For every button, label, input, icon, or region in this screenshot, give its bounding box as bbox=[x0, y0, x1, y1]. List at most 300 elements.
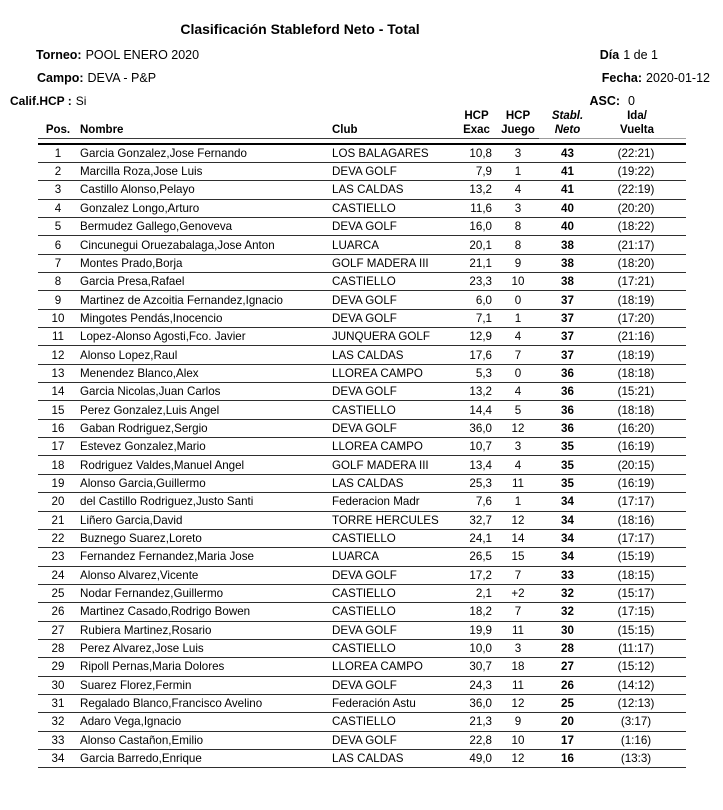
table-row bbox=[38, 346, 686, 364]
header-hcp-juego bbox=[497, 110, 539, 144]
table-row bbox=[38, 493, 686, 511]
player-name-cell: Estevez Gonzalez,Mario bbox=[78, 438, 330, 456]
hcp-juego-cell: 1 bbox=[497, 309, 539, 327]
player-name-cell: Marcilla Roza,Jose Luis bbox=[78, 162, 330, 180]
club-cell: GOLF MADERA III bbox=[330, 456, 456, 474]
club-cell: JUNQUERA GOLF bbox=[330, 328, 456, 346]
pos-cell: 11 bbox=[38, 328, 78, 346]
table-row bbox=[38, 694, 686, 712]
hcp-exac-cell: 18,2 bbox=[456, 603, 497, 621]
pos-cell: 20 bbox=[38, 493, 78, 511]
hcp-juego-cell: 5 bbox=[497, 401, 539, 419]
club-cell: DEVA GOLF bbox=[330, 621, 456, 639]
hcp-juego-cell: 7 bbox=[497, 603, 539, 621]
ida-vuelta-cell: (17:17) bbox=[596, 529, 686, 547]
header-ida-vuelta bbox=[596, 110, 686, 144]
ida-vuelta-cell: (20:15) bbox=[596, 456, 686, 474]
stableford-neto-cell: 37 bbox=[539, 328, 596, 346]
header-pos bbox=[38, 110, 78, 144]
header-club bbox=[330, 110, 456, 144]
hcp-exac-cell: 21,3 bbox=[456, 713, 497, 731]
player-name-cell: Alonso Alvarez,Vicente bbox=[78, 566, 330, 584]
stableford-neto-cell: 36 bbox=[539, 364, 596, 382]
hcp-exac-cell: 7,6 bbox=[456, 493, 497, 511]
club-cell: CASTIELLO bbox=[330, 603, 456, 621]
player-name-cell: Liñero Garcia,David bbox=[78, 511, 330, 529]
hcp-exac-cell: 25,3 bbox=[456, 474, 497, 492]
club-cell: LAS CALDAS bbox=[330, 346, 456, 364]
stableford-neto-cell: 37 bbox=[539, 309, 596, 327]
pos-cell: 33 bbox=[38, 731, 78, 749]
club-cell: LLOREA CAMPO bbox=[330, 438, 456, 456]
hcp-exac-cell: 13,4 bbox=[456, 456, 497, 474]
header-pos-label: Pos. bbox=[38, 124, 78, 140]
fecha-line bbox=[602, 71, 710, 85]
hcp-juego-cell: 12 bbox=[497, 694, 539, 712]
stableford-neto-cell: 25 bbox=[539, 694, 596, 712]
player-name-cell: Buznego Suarez,Loreto bbox=[78, 529, 330, 547]
stableford-neto-cell: 30 bbox=[539, 621, 596, 639]
table-row bbox=[38, 401, 686, 419]
results-tbody bbox=[38, 144, 686, 768]
calif-hcp-label: Calif.HCP : bbox=[10, 94, 72, 108]
club-cell: Federacion Madr bbox=[330, 493, 456, 511]
club-cell: DEVA GOLF bbox=[330, 309, 456, 327]
club-cell: DEVA GOLF bbox=[330, 291, 456, 309]
player-name-cell: Castillo Alonso,Pelayo bbox=[78, 181, 330, 199]
pos-cell: 17 bbox=[38, 438, 78, 456]
pos-cell: 7 bbox=[38, 254, 78, 272]
player-name-cell: del Castillo Rodriguez,Justo Santi bbox=[78, 493, 330, 511]
hcp-exac-cell: 24,1 bbox=[456, 529, 497, 547]
stableford-neto-cell: 36 bbox=[539, 419, 596, 437]
hcp-juego-cell: 18 bbox=[497, 658, 539, 676]
pos-cell: 21 bbox=[38, 511, 78, 529]
pos-cell: 29 bbox=[38, 658, 78, 676]
results-table bbox=[38, 110, 686, 768]
player-name-cell: Menendez Blanco,Alex bbox=[78, 364, 330, 382]
ida-vuelta-cell: (15:19) bbox=[596, 548, 686, 566]
table-row bbox=[38, 254, 686, 272]
pos-cell: 32 bbox=[38, 713, 78, 731]
stableford-neto-cell: 32 bbox=[539, 603, 596, 621]
player-name-cell: Perez Alvarez,Jose Luis bbox=[78, 639, 330, 657]
pos-cell: 15 bbox=[38, 401, 78, 419]
hcp-exac-cell: 7,1 bbox=[456, 309, 497, 327]
hcp-juego-cell: 14 bbox=[497, 529, 539, 547]
table-row bbox=[38, 529, 686, 547]
calif-hcp-line bbox=[10, 94, 86, 108]
table-row bbox=[38, 328, 686, 346]
ida-vuelta-cell: (21:16) bbox=[596, 328, 686, 346]
player-name-cell: Regalado Blanco,Francisco Avelino bbox=[78, 694, 330, 712]
ida-vuelta-cell: (15:12) bbox=[596, 658, 686, 676]
pos-cell: 24 bbox=[38, 566, 78, 584]
stableford-neto-cell: 27 bbox=[539, 658, 596, 676]
player-name-cell: Rodriguez Valdes,Manuel Angel bbox=[78, 456, 330, 474]
hcp-exac-cell: 10,7 bbox=[456, 438, 497, 456]
stableford-neto-cell: 17 bbox=[539, 731, 596, 749]
ida-vuelta-cell: (15:15) bbox=[596, 621, 686, 639]
hcp-exac-cell: 19,9 bbox=[456, 621, 497, 639]
hcp-juego-cell: 3 bbox=[497, 199, 539, 217]
pos-cell: 1 bbox=[38, 144, 78, 162]
hcp-exac-cell: 24,3 bbox=[456, 676, 497, 694]
ida-vuelta-cell: (17:15) bbox=[596, 603, 686, 621]
header-stableford-neto bbox=[539, 110, 596, 144]
stableford-neto-cell: 38 bbox=[539, 254, 596, 272]
player-name-cell: Montes Prado,Borja bbox=[78, 254, 330, 272]
hcp-juego-cell: 1 bbox=[497, 162, 539, 180]
hcp-juego-cell: 15 bbox=[497, 548, 539, 566]
hcp-exac-cell: 26,5 bbox=[456, 548, 497, 566]
pos-cell: 12 bbox=[38, 346, 78, 364]
hcp-juego-cell: 0 bbox=[497, 291, 539, 309]
ida-vuelta-cell: (21:17) bbox=[596, 236, 686, 254]
club-cell: DEVA GOLF bbox=[330, 676, 456, 694]
stableford-neto-cell: 37 bbox=[539, 291, 596, 309]
ida-vuelta-cell: (1:16) bbox=[596, 731, 686, 749]
stableford-neto-cell: 40 bbox=[539, 199, 596, 217]
header-stableford-neto-label: Stabl. Neto bbox=[539, 110, 596, 139]
stableford-neto-cell: 38 bbox=[539, 273, 596, 291]
hcp-juego-cell: 9 bbox=[497, 254, 539, 272]
pos-cell: 27 bbox=[38, 621, 78, 639]
hcp-juego-cell: 11 bbox=[497, 621, 539, 639]
pos-cell: 4 bbox=[38, 199, 78, 217]
header-hcp-exac bbox=[456, 110, 497, 144]
club-cell: CASTIELLO bbox=[330, 639, 456, 657]
player-name-cell: Suarez Florez,Fermin bbox=[78, 676, 330, 694]
ida-vuelta-cell: (18:16) bbox=[596, 511, 686, 529]
hcp-exac-cell: 13,2 bbox=[456, 181, 497, 199]
hcp-juego-cell: 11 bbox=[497, 676, 539, 694]
hcp-juego-cell: 8 bbox=[497, 236, 539, 254]
table-row bbox=[38, 474, 686, 492]
ida-vuelta-cell: (18:19) bbox=[596, 346, 686, 364]
hcp-exac-cell: 13,2 bbox=[456, 383, 497, 401]
stableford-neto-cell: 28 bbox=[539, 639, 596, 657]
header-hcp-exac-label: HCP Exac bbox=[456, 110, 497, 139]
stableford-neto-cell: 43 bbox=[539, 144, 596, 162]
stableford-neto-cell: 34 bbox=[539, 511, 596, 529]
player-name-cell: Fernandez Fernandez,Maria Jose bbox=[78, 548, 330, 566]
pos-cell: 25 bbox=[38, 584, 78, 602]
table-row bbox=[38, 438, 686, 456]
dia-line bbox=[600, 48, 658, 62]
player-name-cell: Garcia Gonzalez,Jose Fernando bbox=[78, 144, 330, 162]
ida-vuelta-cell: (22:21) bbox=[596, 144, 686, 162]
hcp-juego-cell: 12 bbox=[497, 419, 539, 437]
table-row bbox=[38, 218, 686, 236]
table-row bbox=[38, 419, 686, 437]
table-row bbox=[38, 181, 686, 199]
hcp-juego-cell: 3 bbox=[497, 438, 539, 456]
hcp-juego-cell: 3 bbox=[497, 144, 539, 162]
player-name-cell: Martinez Casado,Rodrigo Bowen bbox=[78, 603, 330, 621]
hcp-juego-cell: 7 bbox=[497, 346, 539, 364]
stableford-neto-cell: 41 bbox=[539, 162, 596, 180]
pos-cell: 3 bbox=[38, 181, 78, 199]
pos-cell: 34 bbox=[38, 749, 78, 767]
torneo-line bbox=[36, 48, 199, 62]
club-cell: DEVA GOLF bbox=[330, 383, 456, 401]
hcp-juego-cell: 11 bbox=[497, 474, 539, 492]
stableford-neto-cell: 26 bbox=[539, 676, 596, 694]
ida-vuelta-cell: (3:17) bbox=[596, 713, 686, 731]
club-cell: GOLF MADERA III bbox=[330, 254, 456, 272]
stableford-neto-cell: 40 bbox=[539, 218, 596, 236]
ida-vuelta-cell: (18:18) bbox=[596, 364, 686, 382]
pos-cell: 30 bbox=[38, 676, 78, 694]
table-row bbox=[38, 199, 686, 217]
campo-line bbox=[37, 71, 156, 85]
table-row bbox=[38, 749, 686, 767]
stableford-neto-cell: 16 bbox=[539, 749, 596, 767]
ida-vuelta-cell: (18:22) bbox=[596, 218, 686, 236]
ida-vuelta-cell: (15:21) bbox=[596, 383, 686, 401]
player-name-cell: Nodar Fernandez,Guillermo bbox=[78, 584, 330, 602]
page-title: Clasificación Stableford Neto - Total bbox=[180, 21, 420, 37]
campo-label: Campo: bbox=[37, 71, 84, 85]
club-cell: DEVA GOLF bbox=[330, 419, 456, 437]
pos-cell: 28 bbox=[38, 639, 78, 657]
hcp-juego-cell: 4 bbox=[497, 383, 539, 401]
table-row bbox=[38, 603, 686, 621]
hcp-juego-cell: 9 bbox=[497, 713, 539, 731]
table-row bbox=[38, 731, 686, 749]
hcp-exac-cell: 5,3 bbox=[456, 364, 497, 382]
hcp-juego-cell: 12 bbox=[497, 511, 539, 529]
pos-cell: 18 bbox=[38, 456, 78, 474]
ida-vuelta-cell: (18:15) bbox=[596, 566, 686, 584]
player-name-cell: Garcia Presa,Rafael bbox=[78, 273, 330, 291]
dia-label: Día bbox=[599, 48, 620, 62]
club-cell: Federación Astu bbox=[330, 694, 456, 712]
hcp-juego-cell: 12 bbox=[497, 749, 539, 767]
stableford-neto-cell: 35 bbox=[539, 456, 596, 474]
hcp-exac-cell: 17,6 bbox=[456, 346, 497, 364]
club-cell: DEVA GOLF bbox=[330, 731, 456, 749]
hcp-juego-cell: 10 bbox=[497, 273, 539, 291]
hcp-exac-cell: 11,6 bbox=[456, 199, 497, 217]
fecha-value: 2020-01-12 bbox=[646, 71, 710, 85]
stableford-neto-cell: 41 bbox=[539, 181, 596, 199]
table-header-row bbox=[38, 110, 686, 144]
club-cell: TORRE HERCULES bbox=[330, 511, 456, 529]
torneo-label: Torneo: bbox=[36, 48, 82, 62]
ida-vuelta-cell: (18:18) bbox=[596, 401, 686, 419]
table-row bbox=[38, 364, 686, 382]
ida-vuelta-cell: (16:19) bbox=[596, 474, 686, 492]
pos-cell: 23 bbox=[38, 548, 78, 566]
ida-vuelta-cell: (18:19) bbox=[596, 291, 686, 309]
club-cell: CASTIELLO bbox=[330, 529, 456, 547]
table-row bbox=[38, 584, 686, 602]
pos-cell: 19 bbox=[38, 474, 78, 492]
hcp-exac-cell: 2,1 bbox=[456, 584, 497, 602]
pos-cell: 8 bbox=[38, 273, 78, 291]
player-name-cell: Rubiera Martinez,Rosario bbox=[78, 621, 330, 639]
stableford-neto-cell: 20 bbox=[539, 713, 596, 731]
fecha-label: Fecha: bbox=[601, 71, 643, 85]
club-cell: CASTIELLO bbox=[330, 401, 456, 419]
stableford-neto-cell: 34 bbox=[539, 493, 596, 511]
hcp-exac-cell: 32,7 bbox=[456, 511, 497, 529]
club-cell: LLOREA CAMPO bbox=[330, 364, 456, 382]
player-name-cell: Martinez de Azcoitia Fernandez,Ignacio bbox=[78, 291, 330, 309]
pos-cell: 31 bbox=[38, 694, 78, 712]
player-name-cell: Garcia Barredo,Enrique bbox=[78, 749, 330, 767]
club-cell: DEVA GOLF bbox=[330, 566, 456, 584]
hcp-exac-cell: 21,1 bbox=[456, 254, 497, 272]
player-name-cell: Adaro Vega,Ignacio bbox=[78, 713, 330, 731]
header-nombre-label: Nombre bbox=[78, 124, 330, 140]
table-row bbox=[38, 566, 686, 584]
ida-vuelta-cell: (11:17) bbox=[596, 639, 686, 657]
table-row bbox=[38, 658, 686, 676]
player-name-cell: Ripoll Pernas,Maria Dolores bbox=[78, 658, 330, 676]
header-club-label: Club bbox=[330, 124, 456, 140]
stableford-neto-cell: 34 bbox=[539, 548, 596, 566]
hcp-exac-cell: 16,0 bbox=[456, 218, 497, 236]
hcp-exac-cell: 36,0 bbox=[456, 694, 497, 712]
hcp-juego-cell: 8 bbox=[497, 218, 539, 236]
club-cell: CASTIELLO bbox=[330, 713, 456, 731]
table-row bbox=[38, 621, 686, 639]
ida-vuelta-cell: (15:17) bbox=[596, 584, 686, 602]
stableford-neto-cell: 37 bbox=[539, 346, 596, 364]
hcp-juego-cell: 1 bbox=[497, 493, 539, 511]
club-cell: LLOREA CAMPO bbox=[330, 658, 456, 676]
asc-label: ASC: bbox=[589, 94, 621, 108]
table-row bbox=[38, 273, 686, 291]
pos-cell: 26 bbox=[38, 603, 78, 621]
stableford-neto-cell: 35 bbox=[539, 474, 596, 492]
player-name-cell: Gonzalez Longo,Arturo bbox=[78, 199, 330, 217]
club-cell: LUARCA bbox=[330, 236, 456, 254]
hcp-juego-cell: +2 bbox=[497, 584, 539, 602]
stableford-neto-cell: 35 bbox=[539, 438, 596, 456]
ida-vuelta-cell: (20:20) bbox=[596, 199, 686, 217]
stableford-neto-cell: 36 bbox=[539, 383, 596, 401]
asc-line bbox=[589, 94, 635, 108]
table-row bbox=[38, 548, 686, 566]
hcp-juego-cell: 4 bbox=[497, 181, 539, 199]
table-row bbox=[38, 713, 686, 731]
ida-vuelta-cell: (12:13) bbox=[596, 694, 686, 712]
hcp-juego-cell: 4 bbox=[497, 456, 539, 474]
campo-value: DEVA - P&P bbox=[87, 71, 157, 85]
ida-vuelta-cell: (17:21) bbox=[596, 273, 686, 291]
stableford-neto-cell: 38 bbox=[539, 236, 596, 254]
dia-value: 1 de 1 bbox=[623, 48, 658, 62]
club-cell: DEVA GOLF bbox=[330, 162, 456, 180]
pos-cell: 5 bbox=[38, 218, 78, 236]
torneo-value: POOL ENERO 2020 bbox=[85, 48, 200, 62]
hcp-juego-cell: 4 bbox=[497, 328, 539, 346]
table-row bbox=[38, 456, 686, 474]
club-cell: CASTIELLO bbox=[330, 584, 456, 602]
table-row bbox=[38, 383, 686, 401]
club-cell: DEVA GOLF bbox=[330, 218, 456, 236]
player-name-cell: Alonso Lopez,Raul bbox=[78, 346, 330, 364]
hcp-exac-cell: 10,8 bbox=[456, 144, 497, 162]
header-hcp-juego-label: HCP Juego bbox=[497, 110, 539, 139]
club-cell: LAS CALDAS bbox=[330, 181, 456, 199]
hcp-juego-cell: 0 bbox=[497, 364, 539, 382]
asc-value: 0 bbox=[628, 94, 635, 108]
hcp-juego-cell: 7 bbox=[497, 566, 539, 584]
hcp-exac-cell: 14,4 bbox=[456, 401, 497, 419]
table-row bbox=[38, 144, 686, 162]
club-cell: LAS CALDAS bbox=[330, 749, 456, 767]
header-nombre bbox=[78, 110, 330, 144]
pos-cell: 2 bbox=[38, 162, 78, 180]
ida-vuelta-cell: (17:20) bbox=[596, 309, 686, 327]
table-row bbox=[38, 236, 686, 254]
player-name-cell: Alonso Castañon,Emilio bbox=[78, 731, 330, 749]
hcp-exac-cell: 22,8 bbox=[456, 731, 497, 749]
player-name-cell: Lopez-Alonso Agosti,Fco. Javier bbox=[78, 328, 330, 346]
table-row bbox=[38, 291, 686, 309]
ida-vuelta-cell: (18:20) bbox=[596, 254, 686, 272]
pos-cell: 13 bbox=[38, 364, 78, 382]
pos-cell: 9 bbox=[38, 291, 78, 309]
hcp-exac-cell: 30,7 bbox=[456, 658, 497, 676]
table-row bbox=[38, 309, 686, 327]
ida-vuelta-cell: (16:19) bbox=[596, 438, 686, 456]
ida-vuelta-cell: (19:22) bbox=[596, 162, 686, 180]
pos-cell: 10 bbox=[38, 309, 78, 327]
club-cell: LAS CALDAS bbox=[330, 474, 456, 492]
hcp-exac-cell: 36,0 bbox=[456, 419, 497, 437]
club-cell: CASTIELLO bbox=[330, 273, 456, 291]
ida-vuelta-cell: (14:12) bbox=[596, 676, 686, 694]
hcp-juego-cell: 3 bbox=[497, 639, 539, 657]
hcp-exac-cell: 17,2 bbox=[456, 566, 497, 584]
hcp-juego-cell: 10 bbox=[497, 731, 539, 749]
ida-vuelta-cell: (17:17) bbox=[596, 493, 686, 511]
hcp-exac-cell: 49,0 bbox=[456, 749, 497, 767]
table-row bbox=[38, 639, 686, 657]
player-name-cell: Garcia Nicolas,Juan Carlos bbox=[78, 383, 330, 401]
pos-cell: 6 bbox=[38, 236, 78, 254]
stableford-neto-cell: 36 bbox=[539, 401, 596, 419]
player-name-cell: Gaban Rodriguez,Sergio bbox=[78, 419, 330, 437]
player-name-cell: Bermudez Gallego,Genoveva bbox=[78, 218, 330, 236]
pos-cell: 14 bbox=[38, 383, 78, 401]
ida-vuelta-cell: (16:20) bbox=[596, 419, 686, 437]
stableford-neto-cell: 32 bbox=[539, 584, 596, 602]
stableford-neto-cell: 33 bbox=[539, 566, 596, 584]
hcp-exac-cell: 20,1 bbox=[456, 236, 497, 254]
table-row bbox=[38, 676, 686, 694]
club-cell: CASTIELLO bbox=[330, 199, 456, 217]
stableford-neto-cell: 34 bbox=[539, 529, 596, 547]
hcp-exac-cell: 12,9 bbox=[456, 328, 497, 346]
hcp-exac-cell: 7,9 bbox=[456, 162, 497, 180]
player-name-cell: Perez Gonzalez,Luis Angel bbox=[78, 401, 330, 419]
calif-hcp-value: Si bbox=[75, 94, 87, 108]
table-row bbox=[38, 162, 686, 180]
ida-vuelta-cell: (22:19) bbox=[596, 181, 686, 199]
hcp-exac-cell: 10,0 bbox=[456, 639, 497, 657]
table-row bbox=[38, 511, 686, 529]
club-cell: LUARCA bbox=[330, 548, 456, 566]
hcp-exac-cell: 6,0 bbox=[456, 291, 497, 309]
header-ida-vuelta-label: Ida/ Vuelta bbox=[596, 110, 686, 139]
